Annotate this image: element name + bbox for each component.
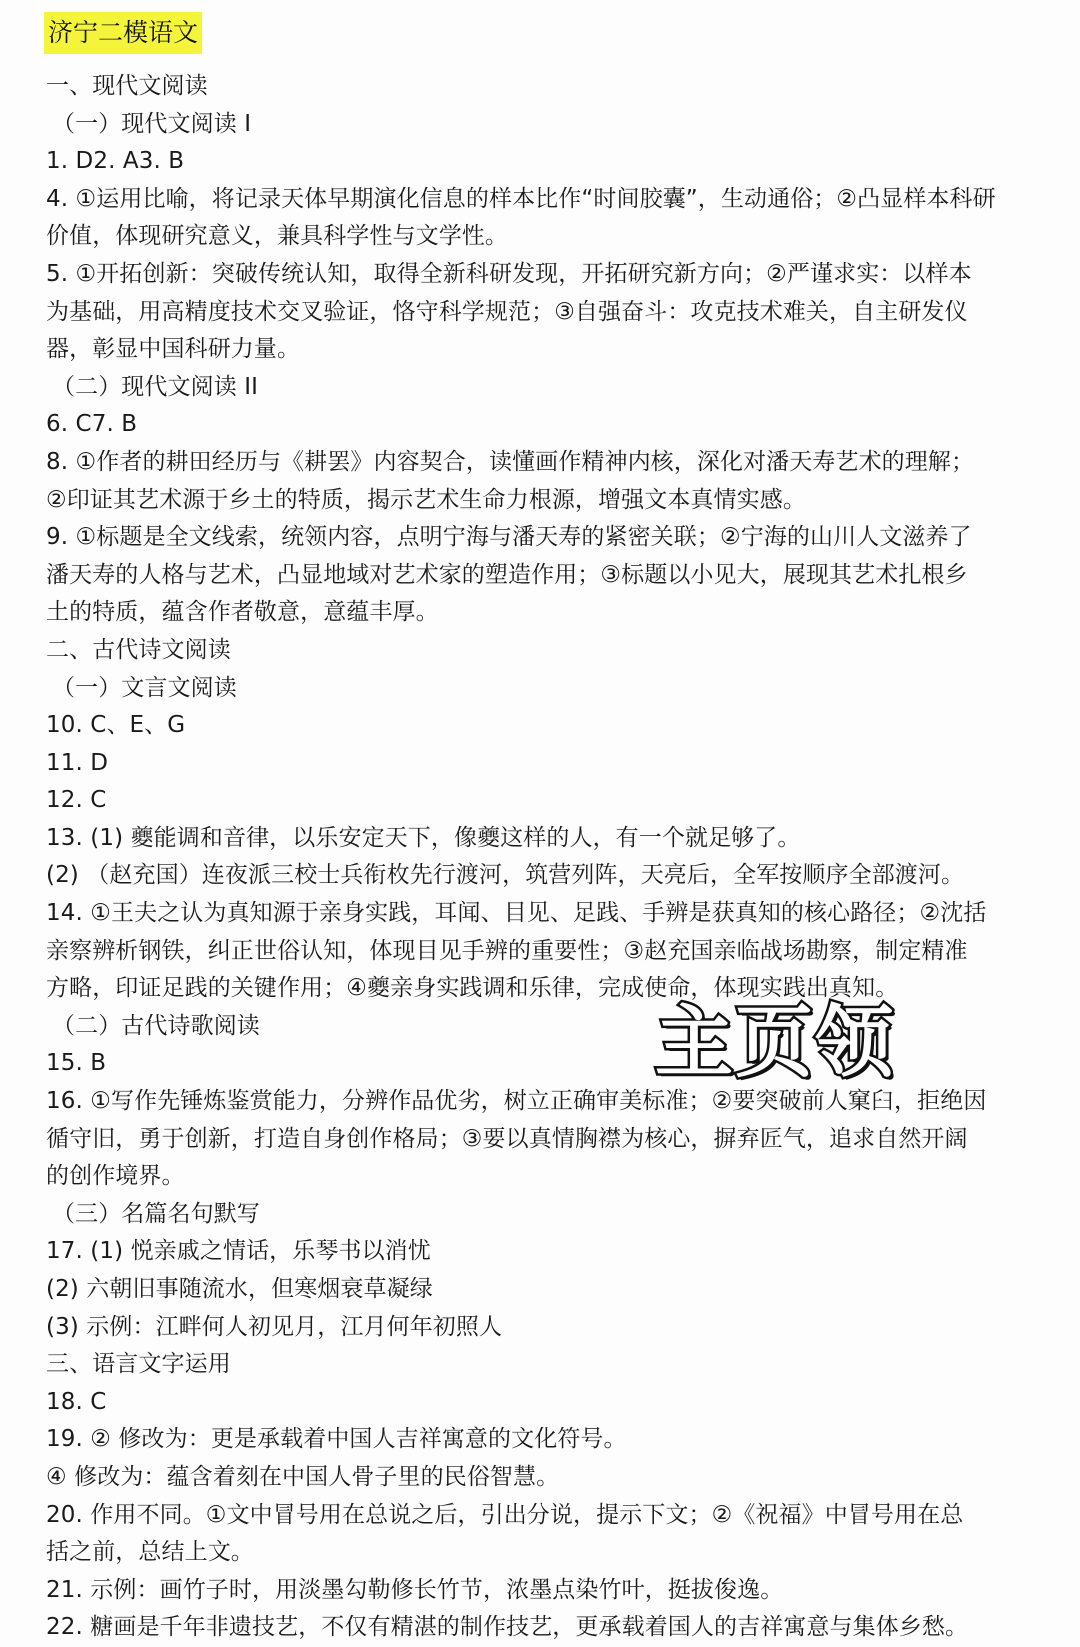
answer-line: 18. C xyxy=(46,1388,107,1415)
subsection-heading: （三）名篇名句默写 xyxy=(52,1200,260,1227)
answer-line: 潘天寿的人格与艺术，凸显地域对艺术家的塑造作用；③标题以小见大，展现其艺术扎根乡 xyxy=(46,561,968,588)
answer-line: 9. ①标题是全文线索，统领内容，点明宁海与潘天寿的紧密关联；②宁海的山川人文滋养了 xyxy=(46,524,972,551)
answer-line: 5. ①开拓创新：突破传统认知，取得全新科研发现，开拓研究新方向；②严谨求实：以样本 xyxy=(46,260,972,287)
answer-line: 19. ② 修改为：更是承载着中国人吉祥寓意的文化符号。 xyxy=(46,1426,627,1453)
answer-line: (3) 示例：江畔何人初见月，江月何年初照人 xyxy=(46,1313,503,1340)
answer-line: 11. D xyxy=(46,749,109,776)
answer-line: 括之前，总结上文。 xyxy=(46,1539,254,1566)
answer-line: 12. C xyxy=(46,787,107,814)
answer-line: 为基础，用高精度技术交叉验证，恪守科学规范；③自强奋斗：攻克技术难关，自主研发仪 xyxy=(46,298,968,325)
subsection-heading: （一）现代文阅读 I xyxy=(52,110,252,137)
answer-line: 10. C、E、G xyxy=(46,712,186,739)
section-heading: 一、现代文阅读 xyxy=(46,73,208,99)
answer-line: 14. ①王夫之认为真知源于亲身实践，耳闻、目见、足践、手辨是获真知的核心路径；②沈括 xyxy=(46,900,987,927)
answer-line: 13. (1) 夔能调和音律，以乐安定天下，像夔这样的人，有一个就足够了。 xyxy=(46,824,801,851)
answer-line: 4. ①运用比喻，将记录天体早期演化信息的样本比作“时间胶囊”，生动通俗；②凸显样本科研 xyxy=(46,185,996,212)
answer-content xyxy=(46,68,1052,1647)
answer-line: 的创作境界。 xyxy=(46,1163,185,1190)
subsection-heading: （二）古代诗歌阅读 xyxy=(52,1012,260,1039)
answer-line: 21. 示例：画竹子时，用淡墨勾勒修长竹节，浓墨点染竹叶，挺拔俊逸。 xyxy=(46,1576,784,1603)
answer-line: 17. (1) 悦亲戚之情话，乐琴书以消忧 xyxy=(46,1238,431,1265)
answer-line: 22. 糖画是千年非遗技艺，不仅有精湛的制作技艺，更承载着国人的吉祥寓意与集体乡愁。 xyxy=(46,1614,969,1641)
answer-line: 6. C7. B xyxy=(46,411,138,438)
answer-line: 土的特质，蕴含作者敬意，意蕴丰厚。 xyxy=(46,599,439,626)
document-title: 济宁二模语文 xyxy=(44,12,202,54)
answer-line: 亲察辨析钢铁，纠正世俗认知，体现目见手辨的重要性；③赵充国亲临战场勘察，制定精准 xyxy=(46,937,968,964)
section-heading: 二、古代诗文阅读 xyxy=(46,636,231,663)
answer-line: (2) 六朝旧事随流水，但寒烟衰草凝绿 xyxy=(46,1276,433,1302)
subsection-heading: （二）现代文阅读 II xyxy=(52,373,258,400)
answer-line: 循守旧，勇于创新，打造自身创作格局；③要以真情胸襟为核心，摒弃匠气，追求自然开阔 xyxy=(46,1125,968,1152)
answer-line: (2) （赵充国）连夜派三校士兵衔枚先行渡河，筑营列阵，天亮后，全军按顺序全部渡河。 xyxy=(46,862,965,889)
subsection-heading: （一）文言文阅读 xyxy=(52,674,237,701)
watermark-text: 主页领 xyxy=(655,998,896,1088)
answer-line: 16. ①写作先锤炼鉴赏能力，分辨作品优劣，树立正确审美标准；②要突破前人窠臼，拒绝因 xyxy=(46,1088,987,1115)
answer-line: ②印证其艺术源于乡土的特质，揭示艺术生命力根源，增强文本真情实感。 xyxy=(46,486,806,513)
answer-line: 方略，印证足践的关键作用；④夔亲身实践调和乐律，完成使命，体现实践出真知。 xyxy=(46,975,899,1002)
answer-line: 1. D2. A3. B xyxy=(46,148,185,175)
answer-line: ④ 修改为：蕴含着刻在中国人骨子里的民俗智慧。 xyxy=(46,1463,560,1490)
answer-line: 价值，体现研究意义，兼具科学性与文学性。 xyxy=(46,223,508,250)
answer-line: 15. B xyxy=(46,1050,107,1077)
section-heading: 三、语言文字运用 xyxy=(46,1351,231,1378)
answer-line: 8. ①作者的耕田经历与《耕罢》内容契合，读懂画作精神内核，深化对潘天寿艺术的理解； xyxy=(46,448,975,475)
answer-line: 器，彰显中国科研力量。 xyxy=(46,336,301,363)
answer-line: 20. 作用不同。①文中冒号用在总说之后，引出分说，提示下文；②《祝福》中冒号用在总 xyxy=(46,1501,964,1528)
